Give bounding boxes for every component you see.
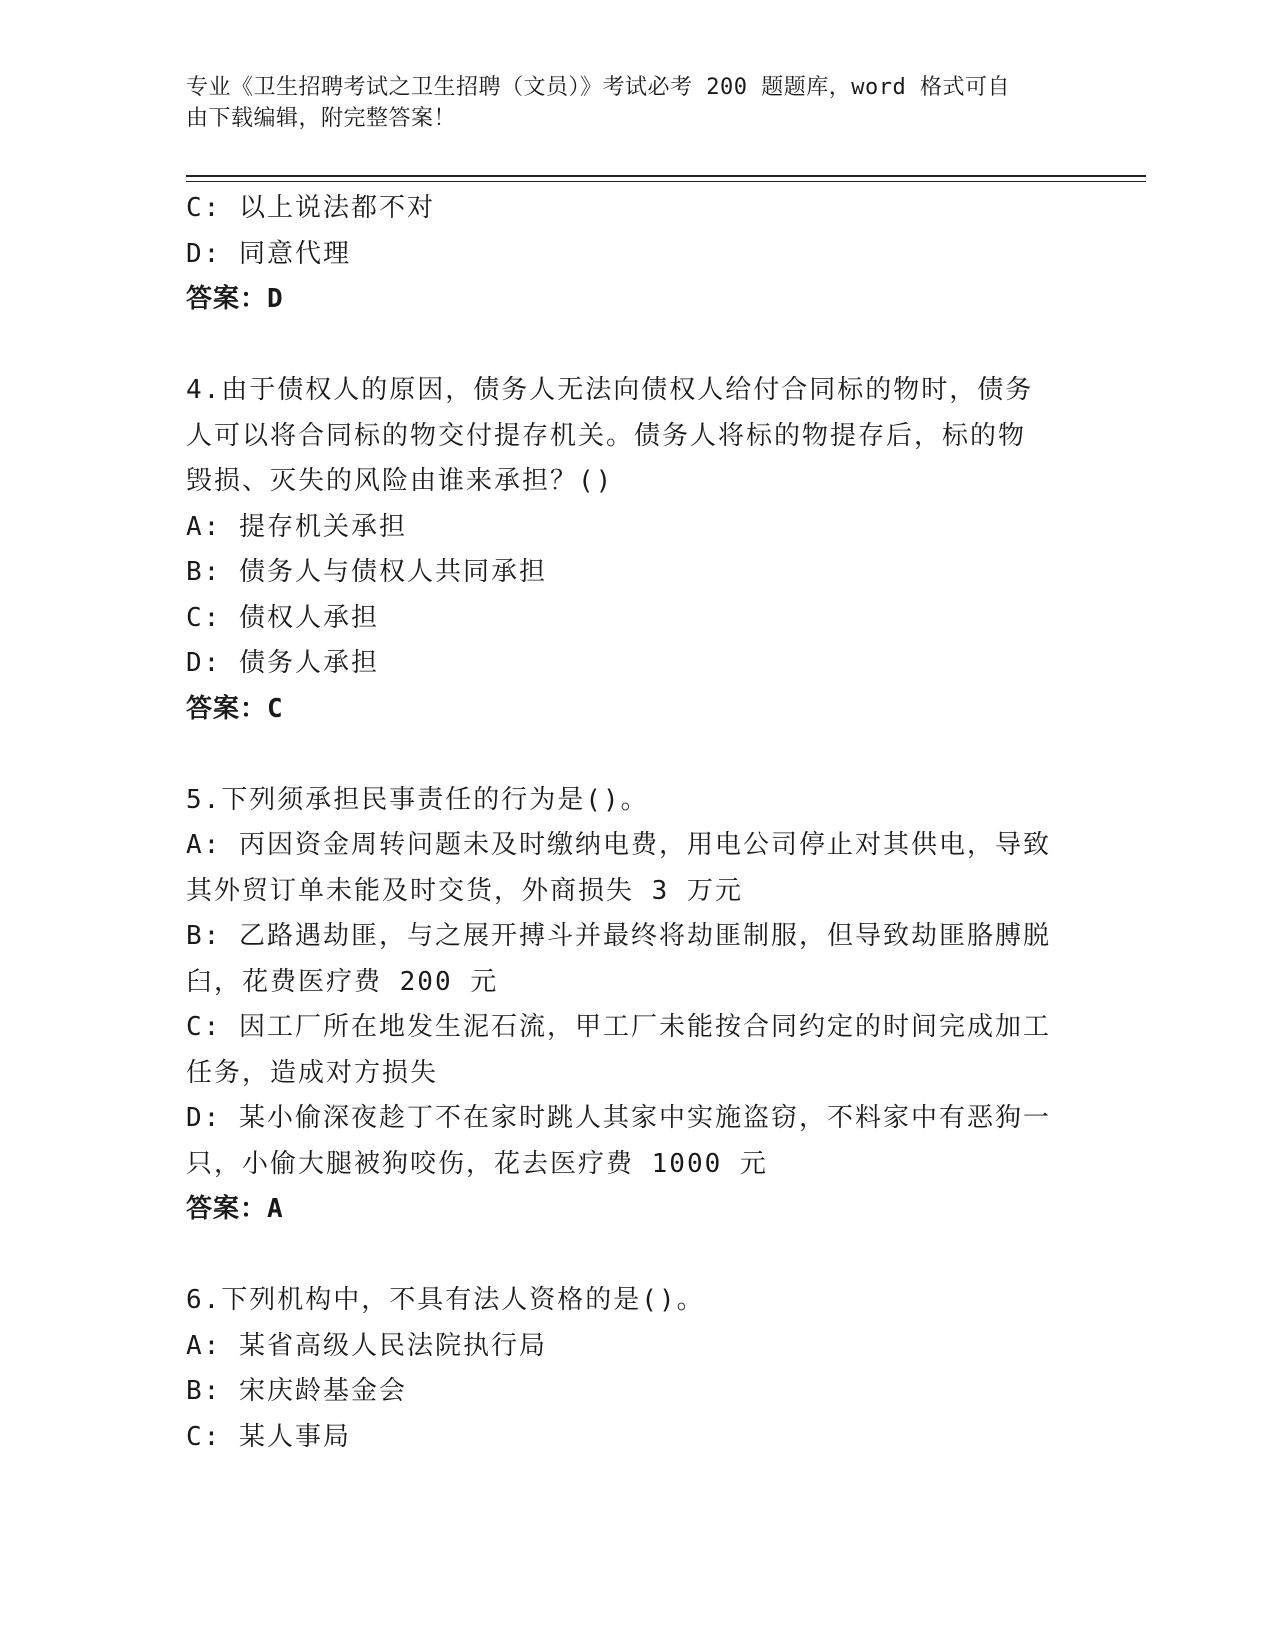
answer-line: 答案：D	[186, 284, 284, 314]
header-rule-thin	[186, 181, 1146, 182]
spacer	[186, 1233, 1086, 1279]
question-3-tail	[186, 186, 1086, 323]
option-d: D: 债务人承担	[186, 648, 379, 678]
question-stem-line: 4.由于债权人的原因，债务人无法向债权人给付合同标的物时，债务	[186, 375, 1034, 405]
option-a: A: 丙因资金周转问题未及时缴纳电费，用电公司停止对其供电，导致	[186, 830, 1051, 860]
header-line-2: 由下载编辑，附完整答案！	[186, 106, 457, 131]
document-header	[186, 72, 1056, 134]
question-6	[186, 1278, 1086, 1460]
option-b-cont: 臼，花费医疗费 200 元	[186, 966, 499, 997]
header-line-1: 专业《卫生招聘考试之卫生招聘（文员）》考试必考 200 题题库，word 格式可自	[186, 75, 1010, 100]
question-stem: 5.下列须承担民事责任的行为是()。	[186, 784, 649, 815]
option-d: D: 某小偷深夜趁丁不在家时跳人其家中实施盗窃，不料家中有恶狗一	[186, 1103, 1051, 1133]
option-a: A: 某省高级人民法院执行局	[186, 1330, 547, 1361]
option-a: A: 提存机关承担	[186, 511, 407, 542]
option-c-cont: 任务，造成对方损失	[186, 1057, 439, 1088]
option-d-cont: 只，小偷大腿被狗咬伤，花去医疗费 1000 元	[186, 1148, 768, 1179]
question-5	[186, 778, 1086, 1233]
option-a-cont: 其外贸订单未能及时交货，外商损失 3 万元	[186, 875, 743, 906]
option-b: B: 宋庆龄基金会	[186, 1376, 407, 1406]
question-stem-line: 毁损、灭失的风险由谁来承担？()	[186, 466, 614, 496]
spacer	[186, 323, 1086, 369]
question-stem-line: 人可以将合同标的物交付提存机关。债务人将标的物提存后，标的物	[186, 420, 1027, 451]
document-body	[186, 186, 1086, 1460]
answer-line: 答案：C	[186, 693, 284, 724]
option-d: D: 同意代理	[186, 238, 351, 269]
answer-line: 答案：A	[186, 1194, 284, 1224]
option-c: C: 某人事局	[186, 1421, 351, 1452]
option-b: B: 乙路遇劫匪，与之展开搏斗并最终将劫匪制服，但导致劫匪胳膊脱	[186, 921, 1051, 951]
option-c: C: 债权人承担	[186, 602, 379, 633]
option-c: C: 以上说法都不对	[186, 193, 435, 223]
spacer	[186, 732, 1086, 778]
header-rule-thick	[186, 175, 1146, 177]
option-b: B: 债务人与债权人共同承担	[186, 557, 547, 587]
question-4	[186, 368, 1086, 732]
option-c: C: 因工厂所在地发生泥石流，甲工厂未能按合同约定的时间完成加工	[186, 1012, 1051, 1042]
question-stem: 6.下列机构中，不具有法人资格的是()。	[186, 1285, 705, 1315]
